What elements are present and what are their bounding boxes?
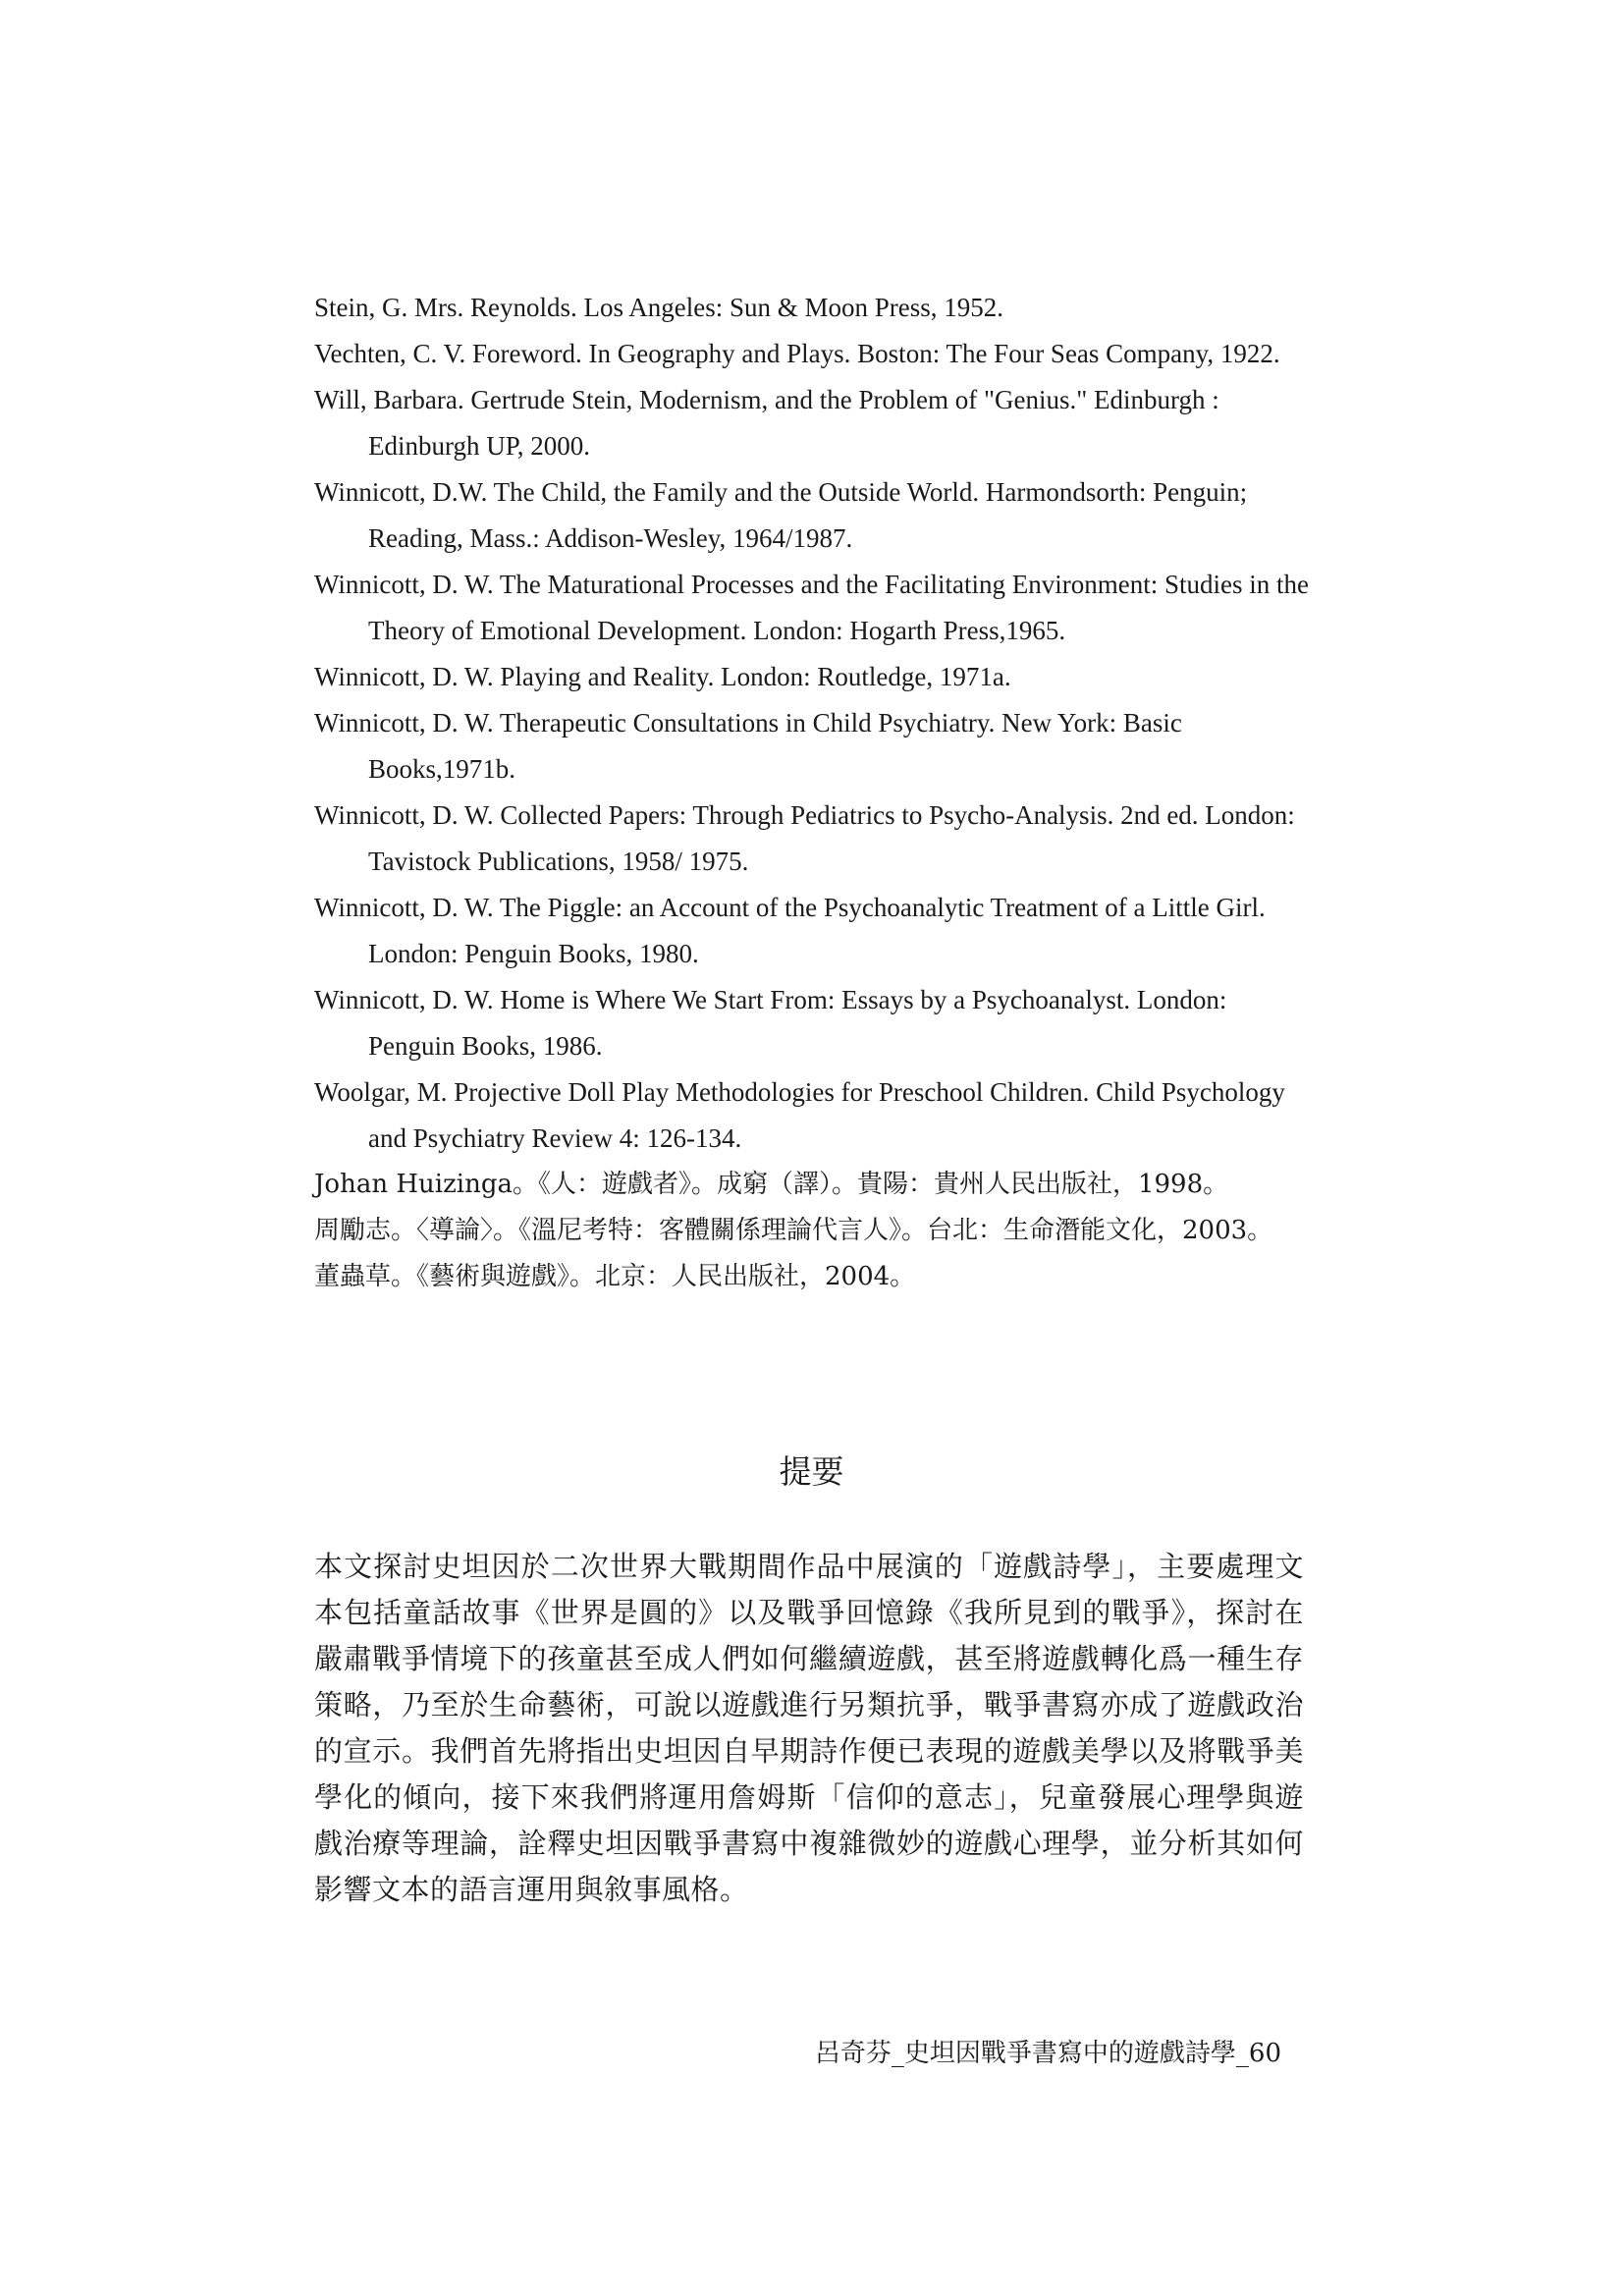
reference-entry: Vechten, C. V. Foreword. In Geography and Plays. Boston: The Four Seas Company, 1922. bbox=[314, 339, 1280, 368]
reference-entry: Will, Barbara. Gertrude Stein, Modernism, and the Problem of "Genius." Edinburgh : Edinburgh UP, 2000. bbox=[314, 385, 1219, 461]
reference-entry: Stein, G. Mrs. Reynolds. Los Angeles: Sun & Moon Press, 1952. bbox=[314, 293, 1004, 322]
reference-entry: Winnicott, D. W. The Maturational Processes and the Facilitating Environment: Studies in the Theory of Emotional Development. London: Hogarth Press,1965. bbox=[314, 570, 1310, 645]
reference-entry: Winnicott, D. W. Home is Where We Start From: Essays by a Psychoanalyst. London: Penguin Books, 1986. bbox=[314, 985, 1227, 1061]
reference-entry: Winnicott, D.W. The Child, the Family and the Outside World. Harmondsorth: Penguin; Reading, Mass.: Addison-Wesley, 1964/1987. bbox=[314, 477, 1248, 553]
reference-entry: Johan Huizinga。《人：遊戲者》。成窮（譯）。貴陽：貴州人民出版社，1998。 bbox=[314, 1170, 1229, 1199]
reference-entry: Winnicott, D. W. Collected Papers: Through Pediatrics to Psycho-Analysis. 2nd ed. London: Tavistock Publications, 1958/ 1975. bbox=[314, 800, 1295, 876]
reference-list bbox=[314, 285, 1316, 1300]
reference-entry: Winnicott, D. W. Therapeutic Consultations in Child Psychiatry. New York: Basic Books,1971b. bbox=[314, 708, 1182, 784]
reference-entry: Winnicott, D. W. Playing and Reality. London: Routledge, 1971a. bbox=[314, 662, 1011, 691]
reference-entry: Woolgar, M. Projective Doll Play Methodologies for Preschool Children. Child Psychology and Psychiatry Review 4: 126-134. bbox=[314, 1077, 1285, 1153]
abstract-body: 本文探討史坦因於二次世界大戰期間作品中展演的「遊戲詩學」，主要處理文本包括童話故事《世界是圓的》以及戰爭回憶錄《我所見到的戰爭》，探討在嚴肅戰爭情境下的孩童甚至成人們如何繼續遊戲，甚至將遊戲轉化爲一種生存策略，乃至於生命藝術，可說以遊戲進行另類抗爭，戰爭書寫亦成了遊戲政治的宣示。我們首先將指出史坦因自早期詩作便已表現的遊戲美學以及將戰爭美學化的傾向，接下來我們將運用詹姆斯「信仰的意志」，兒童發展心理學與遊戲治療等理論，詮釋史坦因戰爭書寫中複雜微妙的遊戲心理學，並分析其如何影響文本的語言運用與敘事風格。 bbox=[314, 1550, 1304, 1906]
reference-entry: Winnicott, D. W. The Piggle: an Account of the Psychoanalytic Treatment of a Little Girl. London: Penguin Books, 1980. bbox=[314, 893, 1266, 968]
reference-entry: 董蟲草。《藝術與遊戲》。北京：人民出版社，2004。 bbox=[314, 1262, 916, 1291]
page-footer: 呂奇芬_史坦因戰爭書寫中的遊戲詩學_60 bbox=[814, 2039, 1281, 2068]
abstract-title: 提要 bbox=[779, 1452, 844, 1491]
reference-entry: 周勵志。〈導論〉。《溫尼考特：客體關係理論代言人》。台北：生命潛能文化，2003。 bbox=[314, 1216, 1273, 1245]
